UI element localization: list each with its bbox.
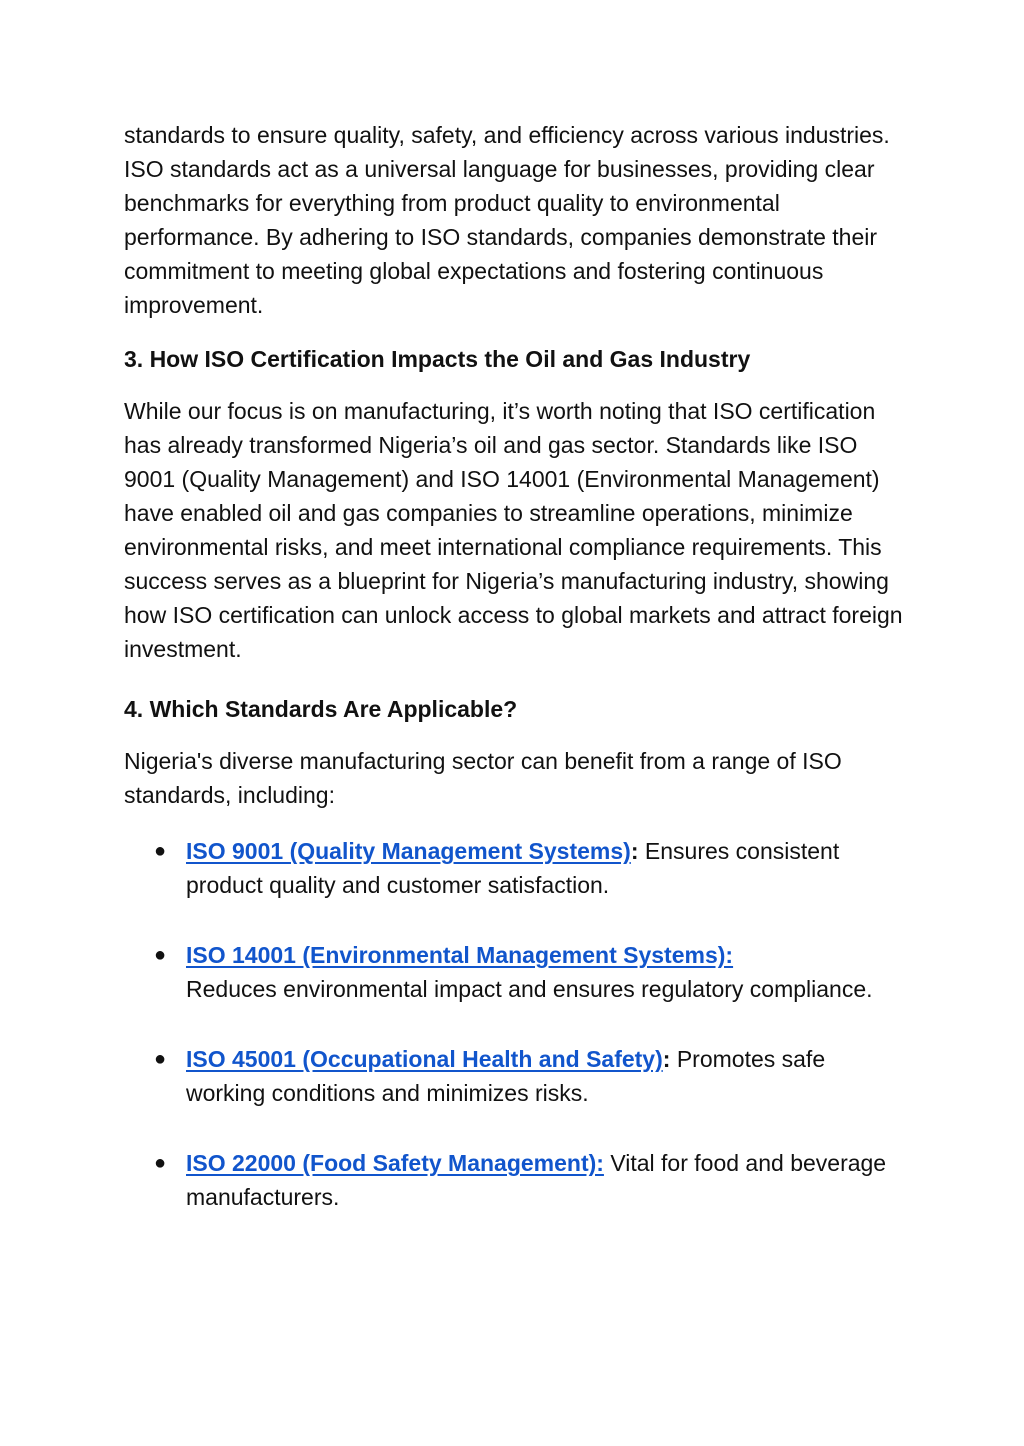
list-item-iso-14001 — [124, 938, 904, 1006]
intro-paragraph: standards to ensure quality, safety, and efficiency across various industries. ISO standards act as a universal language for businesses, providing clear benchmarks for everything from product quality to environmental performance. By adhering to ISO standards, companies demonstrate their commitment to meeting global expectations and fostering continuous improvement. — [124, 122, 890, 318]
list-item-iso-9001 — [124, 834, 904, 902]
iso-9001-link[interactable]: ISO 9001 (Quality Management Systems) — [186, 838, 631, 864]
item-description: Reduces environmental impact and ensures regulatory compliance. — [186, 976, 873, 1002]
list-item-iso-45001 — [124, 1042, 904, 1110]
iso-45001-link[interactable]: ISO 45001 (Occupational Health and Safety) — [186, 1046, 663, 1072]
bullet-icon: ● — [154, 1048, 167, 1070]
list-item-iso-22000 — [124, 1146, 904, 1214]
item-description: Vital for food and beverage manufacturers. — [186, 1150, 887, 1210]
item-description: Ensures consistent product quality and customer satisfaction. — [186, 838, 840, 898]
bullet-icon: ● — [154, 1152, 167, 1174]
section-4-paragraph: Nigeria's diverse manufacturing sector can benefit from a range of ISO standards, including: — [124, 748, 842, 808]
standards-list — [124, 834, 904, 1214]
bullet-icon: ● — [154, 840, 167, 862]
document-page — [124, 118, 904, 1250]
section-4-heading: 4. Which Standards Are Applicable? — [124, 696, 518, 722]
item-description: Promotes safe working conditions and minimizes risks. — [186, 1046, 826, 1106]
section-3-paragraph: While our focus is on manufacturing, it’s worth noting that ISO certification has already transformed Nigeria’s oil and gas sector. Standards like ISO 9001 (Quality Management) and ISO 14001 (Environmental Management) have enabled oil and gas companies to streamline operations, minimize environmental risks, and meet international compliance requirements. This success serves as a blueprint for Nigeria’s manufacturing industry, showing how ISO certification can unlock access to global markets and attract foreign investment. — [124, 398, 903, 662]
item-colon: : — [662, 1046, 671, 1072]
iso-14001-link[interactable]: ISO 14001 (Environmental Management Systems): — [186, 942, 734, 968]
bullet-icon: ● — [154, 944, 167, 966]
item-colon: : — [630, 838, 639, 864]
section-3-heading: 3. How ISO Certification Impacts the Oil and Gas Industry — [124, 346, 751, 372]
iso-22000-link[interactable]: ISO 22000 (Food Safety Management): — [186, 1150, 604, 1176]
